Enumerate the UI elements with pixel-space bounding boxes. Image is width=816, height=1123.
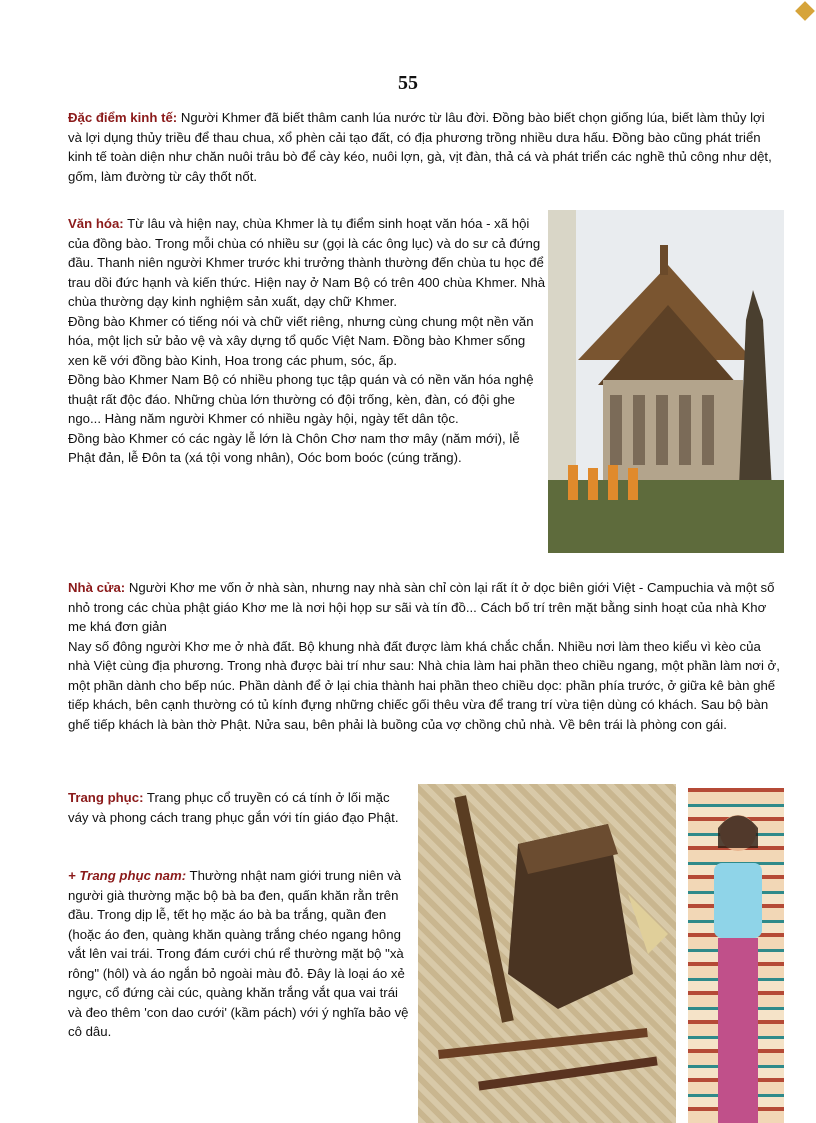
menswear-text: Thường nhật nam giới trung niên và người già thường mặc bộ bà ba đen, quấn khăn rằn trên đầu. Trong dịp lễ, tết họ mặc áo bà ba trắng, quần đen (hoặc áo đen, quàng khăn quàng trắng chéo ngang hông vắt lên vai trái. Trong đám cưới chú rể thường mặt bộ "xà rông" (hôl) và áo ngắn bỏ ngoài màu đỏ. Đây là loại áo xẻ ngực, cổ đứng cài cúc, quàng khăn trắng vắt qua vai trái và đeo thêm 'con dao cưới' (kầm pách) với ý nghĩa bảo vệ cô dâu. xyxy=(68,868,409,1039)
corner-ornament xyxy=(795,1,815,21)
housing-paragraph-1 xyxy=(68,578,784,637)
housing-paragraph-2: Nay số đông người Khơ me ở nhà đất. Bộ khung nhà đất được làm khá chắc chắn. Nhiều nơi làm theo kiểu vì kèo của nhà Việt cùng địa phương. Trong nhà được bài trí như sau: Nhà chia làm hai phần theo chiều ngang, một phần làm nơi ở, một phần dành cho bếp núc. Phần dành để ở lại chia thành hai phần theo chiều dọc: phần phía trước, ở giữa kê bàn ghế tiếp khách, bên cạnh thường có tủ kính đựng những chiếc gối thêu vừa để trang trí vừa tiện dùng có khách. Sau bộ bàn ghế tiếp khách là bàn thờ Phật. Nửa sau, bên phải là buồng của vợ chồng chủ nhà. Về bên trái là phòng con gái. xyxy=(68,638,780,732)
tools-illustration xyxy=(418,784,676,1123)
economy-label: Đặc điểm kinh tế: xyxy=(68,110,178,125)
woman-illustration xyxy=(688,788,784,1123)
housing-text-1: Người Khơ me vốn ở nhà sàn, nhưng nay nhà sàn chỉ còn lại rất ít ở dọc biên giới Việt - Campuchia và một số nhỏ trong các chùa phật giáo Khơ me là nơi hội họp sư sãi và tín đồ... Cách bố trí trên mặt bằng sinh hoạt của nhà Khơ me khá đơn giản xyxy=(68,580,775,634)
temple-illustration xyxy=(548,210,784,553)
basket-and-tools-photo xyxy=(418,784,676,1123)
culture-paragraph-4: Đồng bào Khmer có các ngày lễ lớn là Chôn Chơ nam thơ mây (năm mới), lễ Phật đản, lễ Đôn ta (xá tội vong nhân), Oóc bom boóc (cúng trăng). xyxy=(68,430,520,465)
costume-text: Trang phục cổ truyền có cá tính ở lối mặc váy và phong cách trang phục gắn với tín giáo đạo Phật. xyxy=(68,790,399,825)
costume-label: Trang phục: xyxy=(68,790,144,805)
culture-label: Văn hóa: xyxy=(68,216,124,231)
culture-text-1: Từ lâu và hiện nay, chùa Khmer là tụ điểm sinh hoạt văn hóa - xã hội của đồng bào. Trong mỗi chùa có nhiều sư (gọi là các ông lục) và do sư cả đứng đầu. Thanh niên người Khmer trước khi trưởng thành thường đến chùa tu học để trau dồi đức hạnh và kiến thức. Hiện nay ở Nam Bộ có trên 400 chùa Khmer. Nhà chùa thường dạy kinh nghiệm sản xuất, dạy chữ Khmer. xyxy=(68,216,546,309)
costume-paragraph xyxy=(68,788,408,827)
housing-label: Nhà cửa: xyxy=(68,580,126,595)
culture-paragraph-2: Đồng bào Khmer có tiếng nói và chữ viết riêng, nhưng cùng chung một nền văn hóa, một lịch sử bảo vệ và xây dựng tổ quốc Việt Nam. Đồng bào Khmer sống xen kẽ với đồng bào Kinh, Hoa trong các phum, sóc, ấp. xyxy=(68,313,534,368)
menswear-label: + Trang phục nam: xyxy=(68,868,187,883)
economy-paragraph xyxy=(68,108,780,186)
economy-text: Người Khmer đã biết thâm canh lúa nước từ lâu đời. Đồng bào biết chọn giống lúa, biết làm thủy lợi và lợi dụng thủy triều để thau chua, xổ phèn cải tạo đất, có địa phương trồng nhiều dưa hấu. Đồng bào cũng phát triển kinh tế toàn diện như chăn nuôi trâu bò để cày kéo, nuôi lợn, gà, vịt đàn, thả cá và phát triển các nghề thủ công như dệt, gốm, làm đường từ cây thốt nốt. xyxy=(68,110,772,184)
page-number: 55 xyxy=(398,72,418,94)
culture-paragraph-1 xyxy=(68,214,546,312)
khmer-temple-photo xyxy=(548,210,784,553)
menswear-paragraph xyxy=(68,866,413,1042)
culture-paragraph-3: Đồng bào Khmer Nam Bộ có nhiều phong tục tập quán và có nền văn hóa nghệ thuật rất độc đáo. Những chùa lớn thường có đội trống, kèn, đàn, có đội ghe ngo... Hàng năm người Khmer có nhiều ngày hội, ngày tết dân tộc. xyxy=(68,372,534,426)
woman-traditional-dress-photo xyxy=(688,788,784,1123)
housing-section xyxy=(68,578,784,734)
culture-section xyxy=(68,214,546,468)
